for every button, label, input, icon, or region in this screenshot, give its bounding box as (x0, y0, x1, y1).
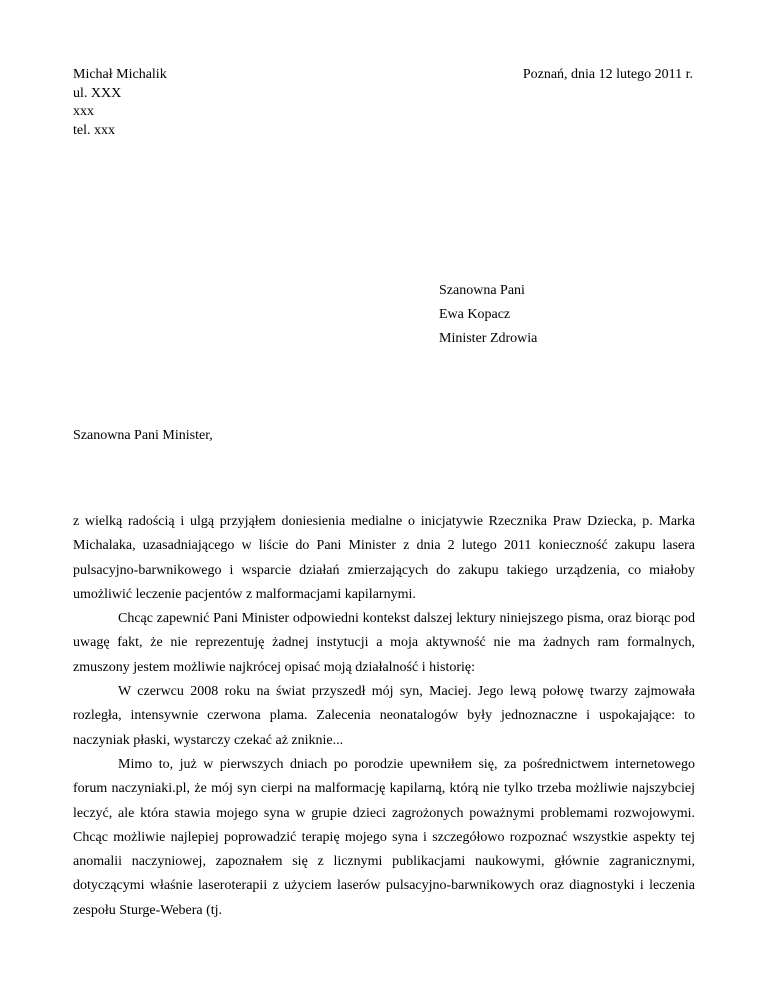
sender-address (73, 66, 167, 140)
paragraph-3: W czerwcu 2008 roku na świat przyszedł mój syn, Maciej. Jego lewą połowę twarzy zajmowała rozległa, intensywnie czerwona plama. Zalecenia neonatalogów były jednoznaczne i uspokajające: to naczyniak płaski, wystarczy czekać aż zniknie... (73, 684, 695, 748)
recipient-address (439, 279, 537, 351)
sender-city: xxx (73, 104, 94, 119)
recipient-line-2: Ewa Kopacz (439, 307, 511, 322)
recipient-line-3: Minister Zdrowia (439, 331, 538, 346)
paragraph-2: Chcąc zapewnić Pani Minister odpowiedni kontekst dalszej lektury niniejszego pisma, oraz biorąc pod uwagę fakt, że nie reprezentuję żadnej instytucji a moja aktywność nie ma żadnych ram formalnych, zmuszony jestem możliwie najkrócej opisać moją działalność i historię: (73, 611, 695, 675)
sender-street: ul. XXX (73, 85, 122, 101)
salutation: Szanowna Pani Minister, (73, 428, 213, 443)
sender-phone: tel. xxx (73, 122, 115, 138)
paragraph-1: z wielką radością i ulgą przyjąłem doniesienia medialne o inicjatywie Rzecznika Praw Dziecka, p. Marka Michalaka, uzasadniającego w liście do Pani Minister z dnia 2 lutego 2011 konieczność zakupu lasera pulsacyjno-barwnikowego i wsparcie działań zmierzających do zakupu takiego urządzenia, co miałoby umożliwić leczenie pacjentów z malformacjami kapilarnymi. (73, 514, 695, 602)
place-date: Poznań, dnia 12 lutego 2011 r. (522, 67, 693, 82)
sender-name: Michał Michalik (73, 67, 167, 82)
paragraph-4: Mimo to, już w pierwszych dniach po porodzie upewniłem się, za pośrednictwem internetowego forum naczyniaki.pl, że mój syn cierpi na malformację kapilarną, którą nie tylko trzeba możliwie najszybciej leczyć, ale która stawia mojego syna w grupie dzieci zagrożonych poważnymi problemami rozwojowymi. Chcąc możliwie najlepiej poprowadzić terapię mojego syna i szczegółowo rozpoznać wszystkie aspekty tej anomalii naczyniowej, zapoznałem się z licznymi publikacjami naukowymi, głównie zagranicznymi, dotyczącymi właśnie laseroterapii z użyciem laserów pulsacyjno-barwnikowych oraz diagnostyki i leczenia zespołu Sturge-Webera (tj. (73, 756, 695, 918)
recipient-line-1: Szanowna Pani (439, 283, 525, 298)
letter-body (73, 510, 695, 923)
